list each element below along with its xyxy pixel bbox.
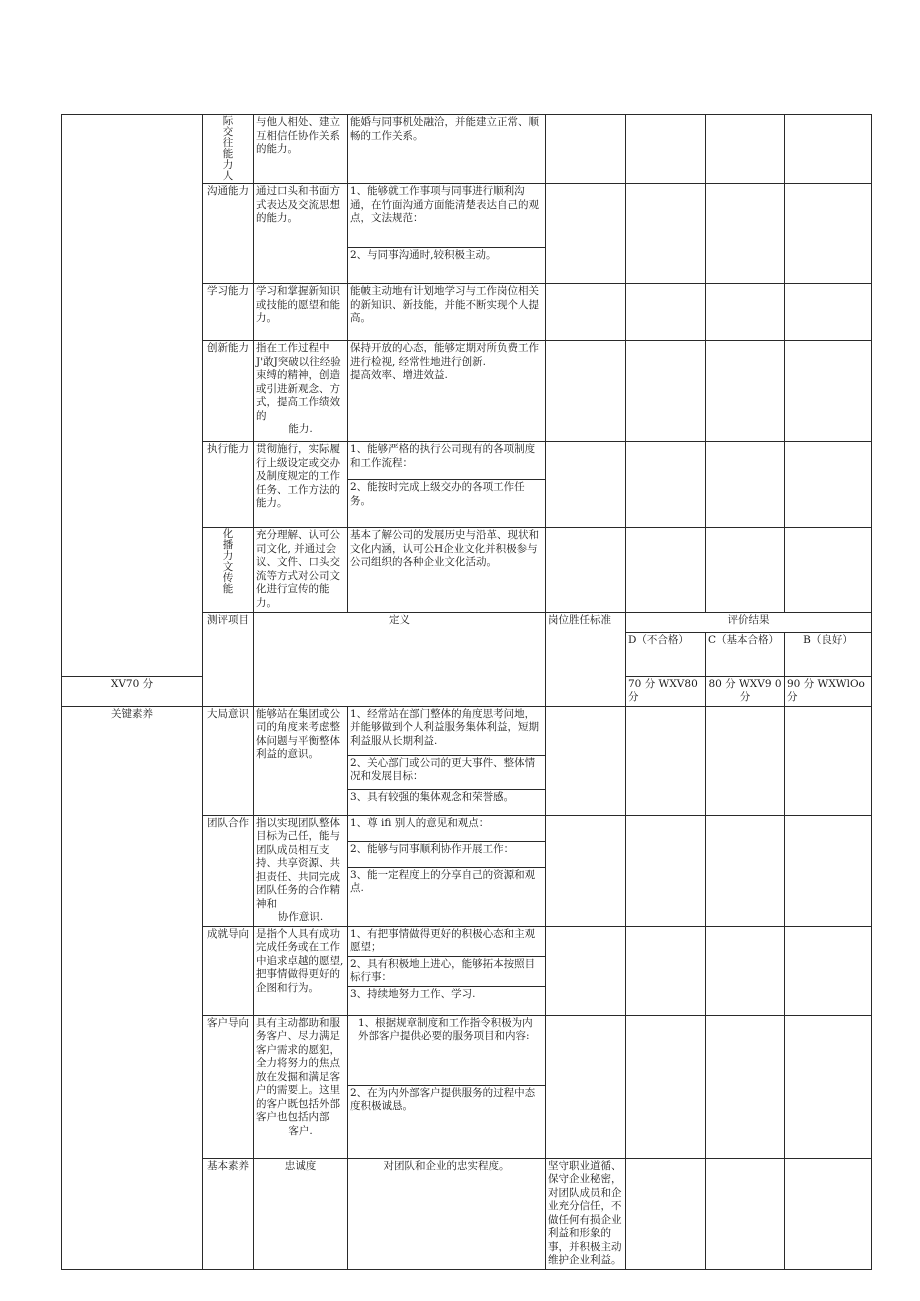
grade-d-label: D（不合格） <box>626 633 706 677</box>
grade-d-cell <box>546 815 626 926</box>
item-cell: 化播力文传能 <box>203 528 254 613</box>
grade-d-cell <box>546 528 626 613</box>
item-cell: 团队合作 <box>203 815 254 926</box>
standard-cell: 能帔主动地有计划地学习与工作岗位相关的新知识、新技能，并能不断实现个人提高。 <box>348 284 546 341</box>
standard-cell: 能婚与同事机处融洽，并能建立正常、顺畅的工作关系。 <box>348 115 546 184</box>
grade-d-cell <box>546 284 626 341</box>
grade-b-cell <box>706 528 785 613</box>
grade-c-cell <box>626 815 706 926</box>
evaluation-table <box>61 114 872 1270</box>
grade-c-cell <box>626 115 706 184</box>
item-cell: 忠诚度 <box>254 1158 348 1269</box>
category-basic: 基本素养 <box>203 1158 254 1269</box>
item-cell: 创新能力 <box>203 341 254 442</box>
grade-c-cell <box>626 926 706 1015</box>
grade-b-cell <box>706 341 785 442</box>
grade-b-cell <box>706 115 785 184</box>
grade-a-cell <box>785 815 872 926</box>
definition-tail: 客户. <box>288 1124 313 1137</box>
category-key: 关键素养 <box>62 706 203 1269</box>
standard-cell: 坚守职业道循、保守企业秘密，对团队成员和企业充分信任，不做任何有损企业利益和形象的事，并积极主动维护企业利益。 <box>546 1158 626 1269</box>
item-cell: 客户导向 <box>203 1015 254 1158</box>
category-cell-continued <box>62 115 203 677</box>
grade-c-label: C（基本合格） <box>706 633 785 677</box>
grade-d-cell <box>546 926 626 1015</box>
item-cell: 际交往能力人 <box>203 115 254 184</box>
item-cell: 成就导向 <box>203 926 254 1015</box>
standard-cell: 基本了解公司的发展历史与沿革、现状和文化内涵，认可公H企业文化并积极参与公司组织的各种企业文化活动。 <box>348 528 546 613</box>
grade-c-cell <box>626 341 706 442</box>
grade-a-cell <box>785 1015 872 1158</box>
standard-cell: 3、能一定程度上的分享自己的资源和观点. <box>348 867 546 926</box>
grade-d-cell <box>546 341 626 442</box>
grade-c-cell <box>626 284 706 341</box>
grade-a-cell <box>785 341 872 442</box>
grade-a-cell <box>785 442 872 528</box>
grade-a-cell <box>785 284 872 341</box>
grade-d-cell <box>546 1015 626 1158</box>
grade-d-cell <box>546 115 626 184</box>
grade-b-cell <box>706 184 785 284</box>
header-standard-label: 岗位胜任标准 <box>546 613 626 707</box>
grade-c-cell <box>626 1015 706 1158</box>
definition-cell: 能够站在集团或公司的角度来考虑整体问题与平衡整体利益的意识。 <box>254 706 348 815</box>
definition-cell <box>254 341 348 442</box>
grade-d-cell <box>546 442 626 528</box>
definition-tail: 能力. <box>288 423 313 435</box>
grade-c-range: 70 分 WXV80 分 <box>626 676 706 706</box>
grade-c-cell <box>626 442 706 528</box>
definition-cell: 贯彻施行，实际履行上级设定或交办及制度规定的工作任务、工作方法的能力。 <box>254 442 348 528</box>
grade-a-cell <box>785 528 872 613</box>
grade-b-cell <box>706 926 785 1015</box>
grade-a-cell <box>785 184 872 284</box>
grade-b-cell <box>785 1158 872 1269</box>
standard-cell: 保持开放的心态，能够定期对所负费工作进行检视, 经常性地进行创新. 提高效率、增进效益. <box>348 341 546 442</box>
grade-b-cell <box>706 706 785 815</box>
definition-cell: 与他人相处、建立互相信任协作关系的能力。 <box>254 115 348 184</box>
standard-cell: 2、关心部门或公司的更大事件、整体情况和发展目标： <box>348 755 546 789</box>
item-cell: 沟通能力 <box>203 184 254 284</box>
grade-d-cell <box>546 184 626 284</box>
header-definition-label: 定义 <box>254 613 546 707</box>
standard-cell: 2、在为内外部客户提供服务的过程中态度积极诚恳。 <box>348 1085 546 1158</box>
grade-a-cell <box>785 706 872 815</box>
grade-c-cell <box>626 528 706 613</box>
standard-cell: 1、有把事情做得更好的积极心态和主观愿望； <box>348 926 546 956</box>
standard-cell: 2、具有积极地上进心，能够拓本按照目标行事： <box>348 956 546 986</box>
definition-cell <box>254 1015 348 1158</box>
grade-a-range: 90 分 WXWlOo 分 <box>785 676 872 706</box>
item-cell: 执行能力 <box>203 442 254 528</box>
definition-cell: 充分理解、认可公司文化, 并通过会议、文件、口头交流等方式对公司文化进行宣传的能力。 <box>254 528 348 613</box>
definition-cell <box>254 815 348 926</box>
grade-a-cell <box>785 926 872 1015</box>
grade-a-cell <box>785 115 872 184</box>
header-item-label: 测评项目 <box>203 613 254 707</box>
standard-cell: 3、持续地努力工作、学习. <box>348 986 546 1015</box>
grade-b-cell <box>706 442 785 528</box>
standard-cell: 3、具有较强的集体观念和荣誉感。 <box>348 789 546 815</box>
grade-b-cell <box>706 1015 785 1158</box>
grade-b-cell <box>706 815 785 926</box>
standard-cell: 2、与同事沟通时,较积极主动。 <box>348 248 546 284</box>
grade-d-cell <box>546 706 626 815</box>
standard-cell: 1、经常站在部门整体的角度思考问地，并能够做到个人利益服务集体利益，短期利益服从长期利益. <box>348 706 546 755</box>
standard-cell: 1、能够严格的执行公司现有的各项制度和工作流程： <box>348 442 546 480</box>
grade-b-cell <box>706 284 785 341</box>
grade-b-range: 80 分 WXV9 0分 <box>706 676 785 706</box>
standard-cell: 1、能够就工作事项与同事进行顺利沟通，在竹面沟通方面能清楚表达自己的观点，文法规范： <box>348 184 546 248</box>
grade-b-label: B（良好） <box>785 633 872 677</box>
definition-tail: 协作意识. <box>277 911 324 923</box>
standard-cell: 2、能够与同事顺利协作开展工作： <box>348 841 546 867</box>
definition-text: 指以实现团队整体目标为己任，能与团队成员相互支持、共享资源、共担责任、共同完成团队任务的合作精神和 <box>256 816 340 910</box>
definition-text: 指在工作过程中J'敢J突破以往经验束缚的精神，创造或引进新观念、方式，提高工作绩效的 <box>256 342 341 422</box>
standard-cell: 1、尊 ifi 别人的意见和观点： <box>348 815 546 841</box>
definition-cell: 对团队和企业的忠实程度。 <box>348 1158 546 1269</box>
item-cell: 学习能力 <box>203 284 254 341</box>
definition-text: 具有主动都助和服务客户、尽力满足客户需求的愿犯，全力将努力的焦点放在发掘和满足客户的需要上。这里的客户既包括外部客户也包括内部 <box>256 1016 340 1123</box>
definition-cell: 学习和掌握新知识或技能的愿望和能力。 <box>254 284 348 341</box>
header-result-label: 评价结果 <box>626 613 872 633</box>
item-cell: 大局意识 <box>203 706 254 815</box>
definition-cell: 是指个人具有成功完成任务或在工作中追求卓越的愿望,把事情做得更好的企图和行为。 <box>254 926 348 1015</box>
definition-cell: 通过口头和书面方式表达及交流思想的能力。 <box>254 184 348 284</box>
grade-c-cell <box>626 184 706 284</box>
grade-d-range: XV70 分 <box>62 676 203 706</box>
grade-c-cell <box>626 706 706 815</box>
standard-cell: 1、根据规章制度和工作指令积极为内外部客户提供必要的服务项目和内容: <box>348 1015 546 1085</box>
grade-d-cell <box>626 1158 706 1269</box>
grade-c-cell <box>706 1158 785 1269</box>
standard-cell: 2、能按时完成上级交办的各项工作任务。 <box>348 480 546 528</box>
